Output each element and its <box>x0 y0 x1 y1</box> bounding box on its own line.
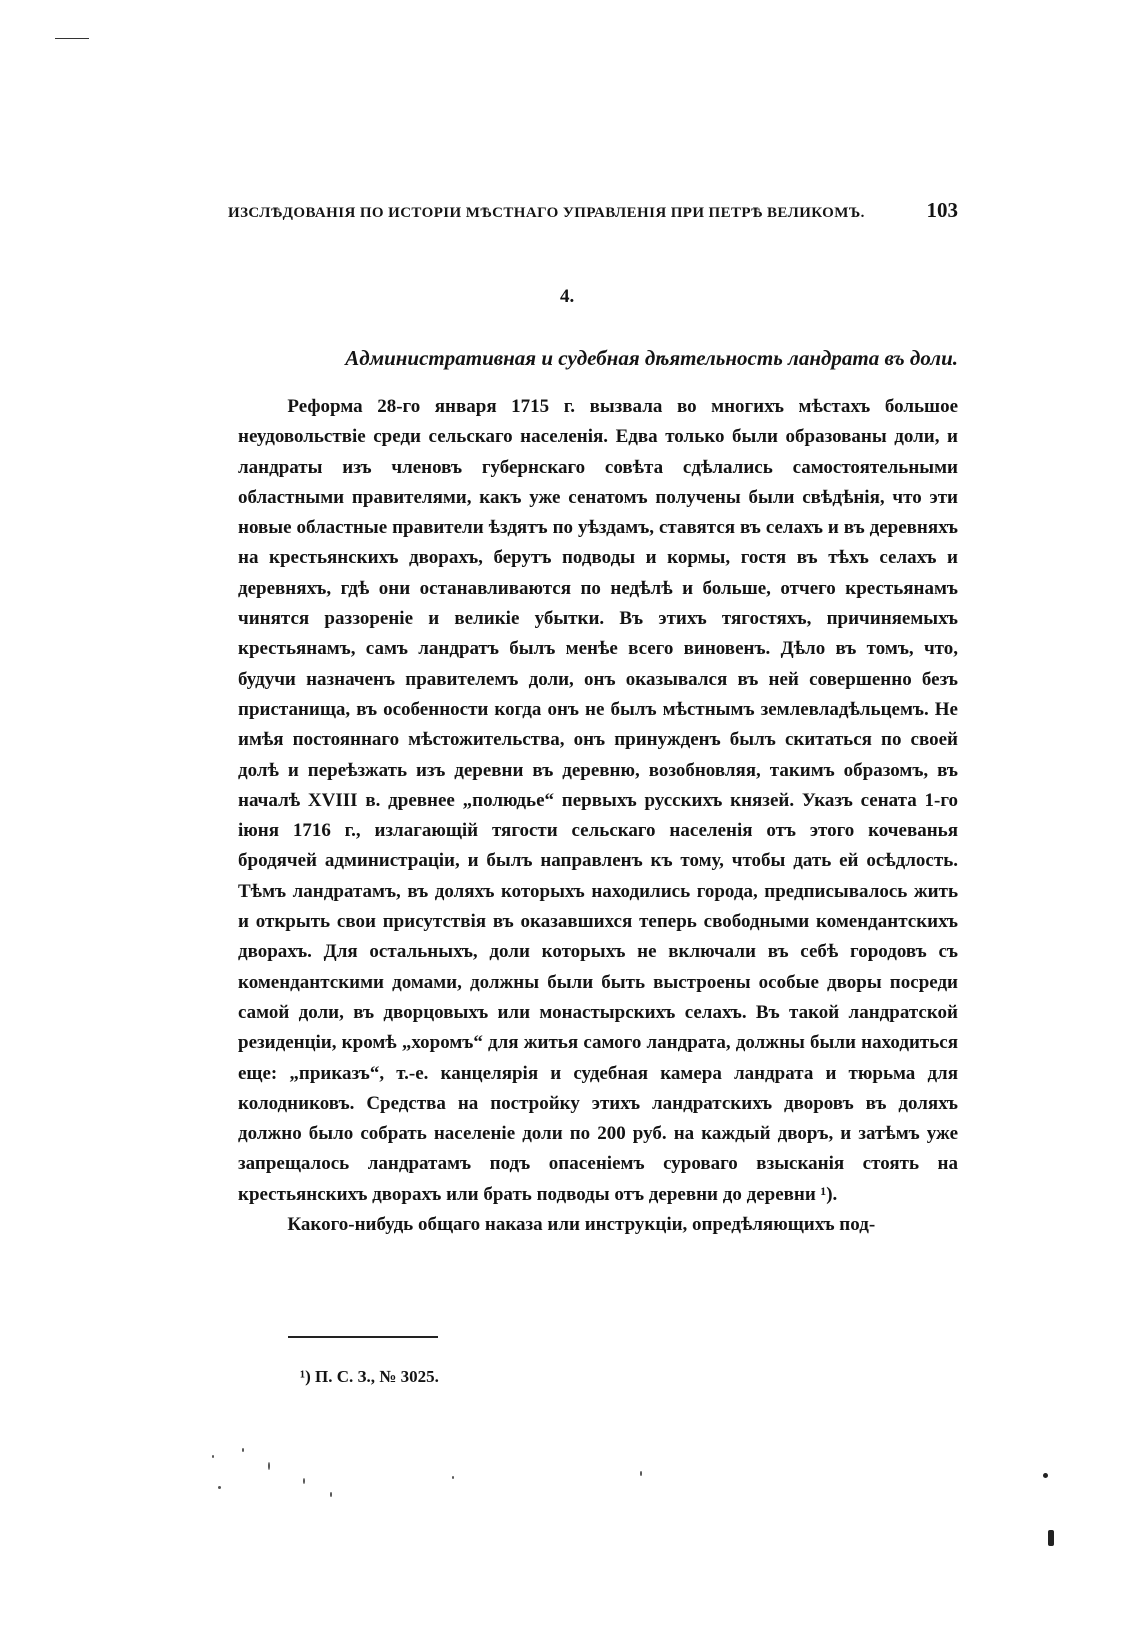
scan-edge-mark <box>55 38 89 39</box>
body-text <box>238 392 958 1240</box>
footnote-rule <box>288 1336 438 1338</box>
paragraph-1: Реформа 28-го января 1715 г. вызвала во многихъ мѣстахъ большое неудовольствіе среди сельскаго населенія. Едва только были образованы доли, и ландраты изъ членовъ губернскаго совѣта сдѣлались самостоятельными областными правителями, какъ уже сенатомъ получены были свѣдѣнія, что эти новые областные правители ѣздятъ по уѣздамъ, ставятся въ селахъ и въ деревняхъ на крестьянскихъ дворахъ, берутъ подводы и кормы, гостя въ тѣхъ селахъ и деревняхъ, гдѣ они останавливаются по недѣлѣ и больше, отчего крестьянамъ чинятся раззореніе и великіе убытки. Въ этихъ тягостяхъ, причиняемыхъ крестьянамъ, самъ ландратъ былъ менѣе всего виновенъ. Дѣло въ томъ, что, будучи назначенъ правителемъ доли, онъ оказывался въ ней совершенно безъ пристанища, въ особенности когда онъ не былъ мѣстнымъ землевладѣльцемъ. Не имѣя постояннаго мѣстожительства, онъ принужденъ былъ скитаться по своей долѣ и переѣзжать изъ деревни въ деревню, возобновляя, такимъ образомъ, въ началѣ XVIII в. древнее „полюдье“ первыхъ русскихъ князей. Указъ сената 1-го іюня 1716 г., излагающій тягости сельскаго населенія отъ этого кочеванья бродячей администраціи, и былъ направленъ къ тому, чтобы дать ей осѣдлость. Тѣмъ ландратамъ, въ доляхъ которыхъ находились города, предписывалось жить и открыть свои присутствія въ оказавшихся теперь свободными комендантскихъ дворахъ. Для остальныхъ, доли которыхъ не включали въ себѣ городовъ съ комендантскими домами, должны были быть выстроены особые дворы посреди самой доли, въ дворцовыхъ или монастырскихъ селахъ. Въ такой ландратской резиденціи, кромѣ „хоромъ“ для житья самого ландрата, должны были находиться еще: „приказъ“, т.-е. канцелярія и судебная камера ландрата и тюрьма для колодниковъ. Средства на постройку этихъ ландратскихъ дворовъ въ доляхъ должно было собрать населеніе доли по 200 руб. на каждый дворъ, и затѣмъ уже запрещалось ландратамъ подъ опасеніемъ суроваго взысканія стоять на крестьянскихъ дворахъ или брать подводы отъ деревни до деревни ¹). <box>238 396 958 1205</box>
scan-speck <box>212 1455 214 1458</box>
scan-speck <box>242 1448 244 1452</box>
section-number: 4. <box>560 286 575 307</box>
scan-speck <box>218 1486 221 1489</box>
scan-speck <box>452 1476 454 1479</box>
running-head-title: ИЗСЛѢДОВАНІЯ ПО ИСТОРІИ МѢСТНАГО УПРАВЛЕНІЯ ПРИ ПЕТРѢ ВЕЛИКОМЪ. <box>228 205 865 221</box>
running-head <box>228 198 958 223</box>
section-title: Административная и судебная дѣятельность ландрата въ доли. <box>345 346 958 370</box>
scan-speck <box>303 1478 305 1484</box>
scan-speck <box>1043 1473 1048 1478</box>
paragraph-2: Какого-нибудь общаго наказа или инструкціи, опредѣляющихъ под- <box>287 1214 876 1236</box>
scan-speck <box>268 1462 270 1470</box>
scan-speck <box>330 1492 332 1497</box>
page-number: 103 <box>926 198 958 222</box>
scan-speck <box>640 1471 642 1476</box>
scan-speck <box>1048 1530 1054 1546</box>
footnote: ¹) П. С. З., № 3025. <box>300 1367 439 1386</box>
